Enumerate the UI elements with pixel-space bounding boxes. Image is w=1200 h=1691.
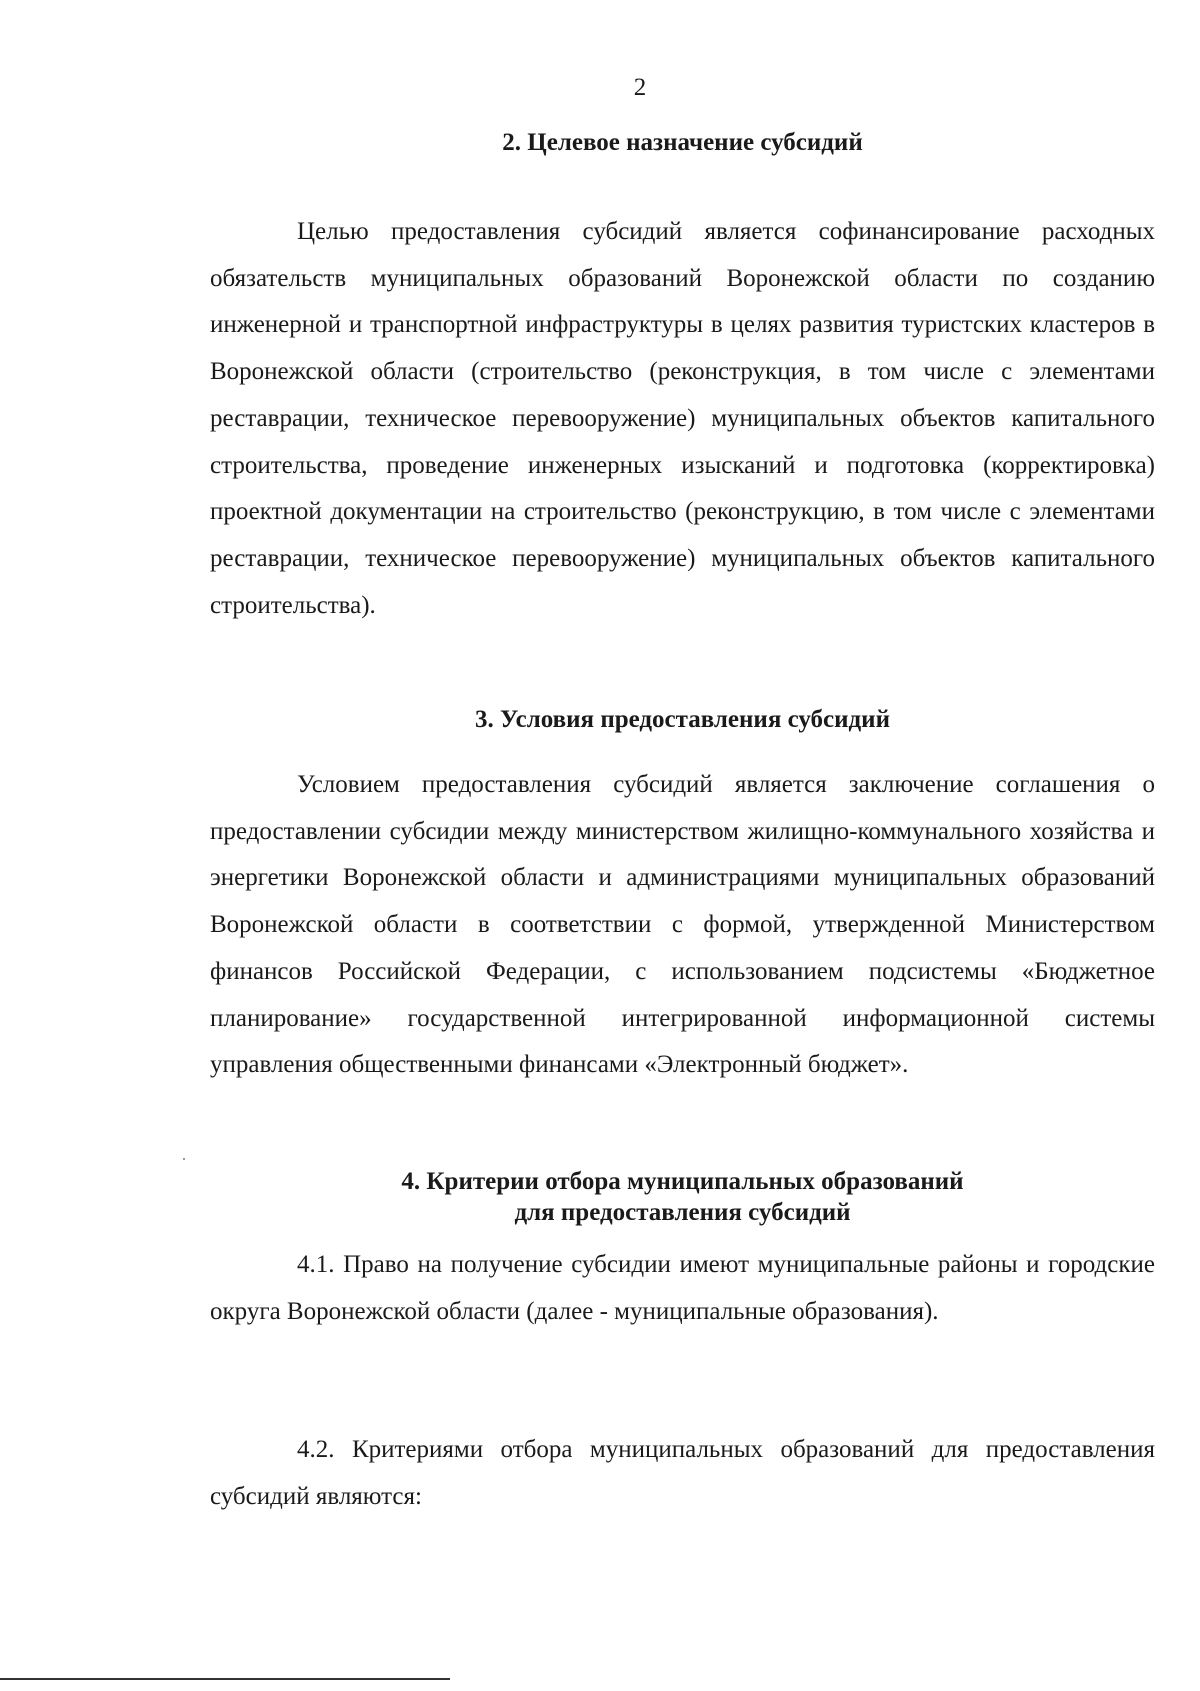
section-2-heading: 2. Целевое назначение субсидий <box>502 129 863 156</box>
scan-speck <box>183 1158 185 1160</box>
section-4-heading-line-2: для предоставления субсидий <box>514 1199 851 1226</box>
paragraph-4-1: 4.1. Право на получение субсидии имеют муниципальные районы и городские округа Воронежской области (далее - муниципальные образования). <box>210 1251 1155 1325</box>
page-number: 2 <box>633 74 647 101</box>
section-2-paragraph: Целью предоставления субсидий является софинансирование расходных обязательств муниципальных образований Воронежской области по созданию инженерной и транспортной инфраструктуры в целях развития туристских кластеров в Воронежской области (строительство (реконструкция, в том числе с элементами реставрации, техническое перевооружение) муниципальных объектов капитального строительства, проведение инженерных изысканий и подготовка (корректировка) проектной документации на строительство (реконструкцию, в том числе с элементами реставрации, техническое перевооружение) муниципальных объектов капитального строительства). <box>210 218 1155 619</box>
scan-edge-line <box>0 1678 450 1680</box>
paragraph-4-2: 4.2. Критериями отбора муниципальных образований для предоставления субсидий являются: <box>210 1436 1155 1510</box>
section-4-heading-line-1: 4. Критерии отбора муниципальных образований <box>401 1168 964 1195</box>
section-3-heading: 3. Условия предоставления субсидий <box>474 706 890 733</box>
section-4-heading <box>210 1166 1155 1228</box>
section-3-paragraph: Условием предоставления субсидий является заключение соглашения о предоставлении субсидии между министерством жилищно-коммунального хозяйства и энергетики Воронежской области и администрациями муниципальных образований Воронежской области в соответствии с формой, утвержденной Министерством финансов Российской Федерации, с использованием подсистемы «Бюджетное планирование» государственной интегрированной информационной системы управления общественными финансами «Электронный бюджет». <box>210 771 1155 1079</box>
